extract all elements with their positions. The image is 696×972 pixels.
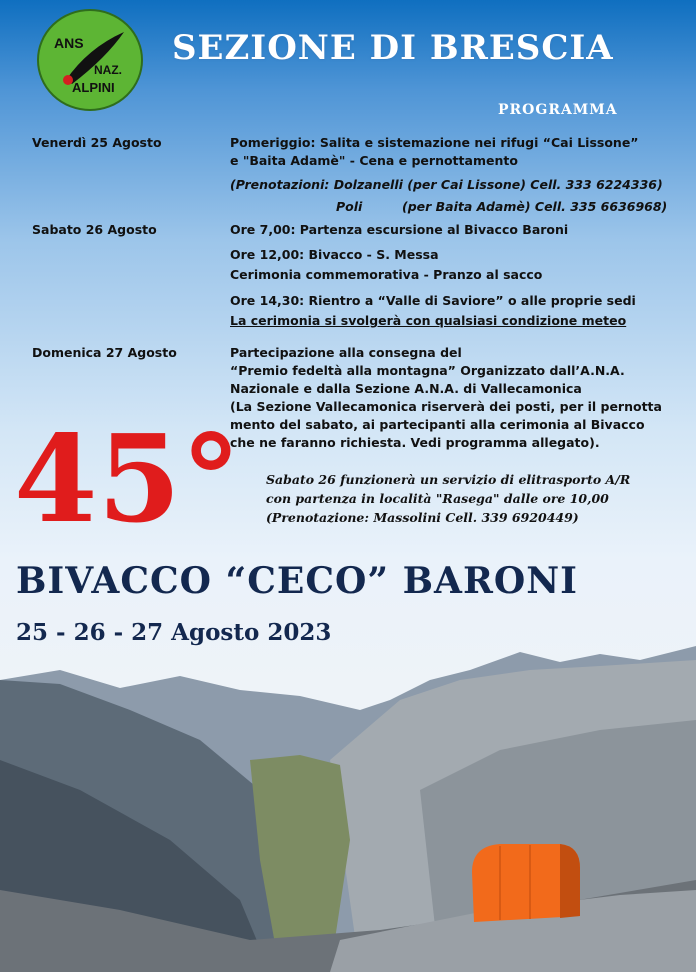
saturday-line-5: La cerimonia si svolgerà con qualsiasi condizione meteo [230, 313, 627, 328]
friday-line-4b: (per Baita Adamè) Cell. 335 6636968) [402, 199, 668, 214]
sunday-line-6: che ne faranno richiesta. Vedi programma allegato). [230, 435, 600, 450]
anniversary-number: 45° [14, 409, 241, 550]
friday-line-4a: Poli [336, 199, 363, 214]
bivouac-hut [472, 844, 580, 922]
saturday-line-1: Ore 7,00: Partenza escursione al Bivacco Baroni [230, 222, 569, 237]
sunday-line-4: (La Sezione Vallecamonica riserverà dei posti, per il pernotta [230, 399, 662, 414]
logo-alpini-text: ALPINI [72, 80, 115, 95]
logo-ans-text: ANS [54, 35, 84, 51]
friday-line-1: Pomeriggio: Salita e sistemazione nei rifugi “Cai Lissone” [230, 135, 639, 150]
sunday-line-1: Partecipazione alla consegna del [230, 345, 462, 360]
event-dates: 25 - 26 - 27 Agosto 2023 [16, 619, 332, 646]
friday-line-2: e "Baita Adamè" - Cena e pernottamento [230, 153, 518, 168]
sunday-line-5: mento del sabato, ai partecipanti alla cerimonia al Bivacco [230, 417, 645, 432]
saturday-line-2: Ore 12,00: Bivacco - S. Messa [230, 247, 439, 262]
logo-naz-text: NAZ. [94, 63, 122, 77]
event-title: BIVACCO “CECO” BARONI [16, 560, 578, 602]
heli-line-1: Sabato 26 funzionerà un servizio di elitrasporto A/R [266, 472, 631, 487]
section-title: SEZIONE DI BRESCIA [172, 28, 614, 68]
sunday-line-2: “Premio fedeltà alla montagna” Organizzato dall’A.N.A. [230, 363, 625, 378]
friday-day-label: Venerdì 25 Agosto [32, 135, 162, 150]
sunday-line-3: Nazionale e dalla Sezione A.N.A. di Vallecamonica [230, 381, 582, 396]
ana-logo [36, 8, 144, 112]
heli-line-2: con partenza in località "Rasega" dalle ore 10,00 [266, 491, 609, 506]
saturday-day-label: Sabato 26 Agosto [32, 222, 157, 237]
mountain-landscape [0, 640, 696, 972]
friday-line-3: (Prenotazioni: Dolzanelli (per Cai Lissone) Cell. 333 6224336) [230, 177, 663, 192]
heli-line-3: (Prenotazione: Massolini Cell. 339 6920449) [266, 510, 579, 525]
programma-heading: PROGRAMMA [498, 102, 618, 118]
saturday-line-4: Ore 14,30: Rientro a “Valle di Saviore” o alle proprie sedi [230, 293, 636, 308]
saturday-line-3: Cerimonia commemorativa - Pranzo al sacco [230, 267, 543, 282]
sunday-day-label: Domenica 27 Agosto [32, 345, 177, 360]
